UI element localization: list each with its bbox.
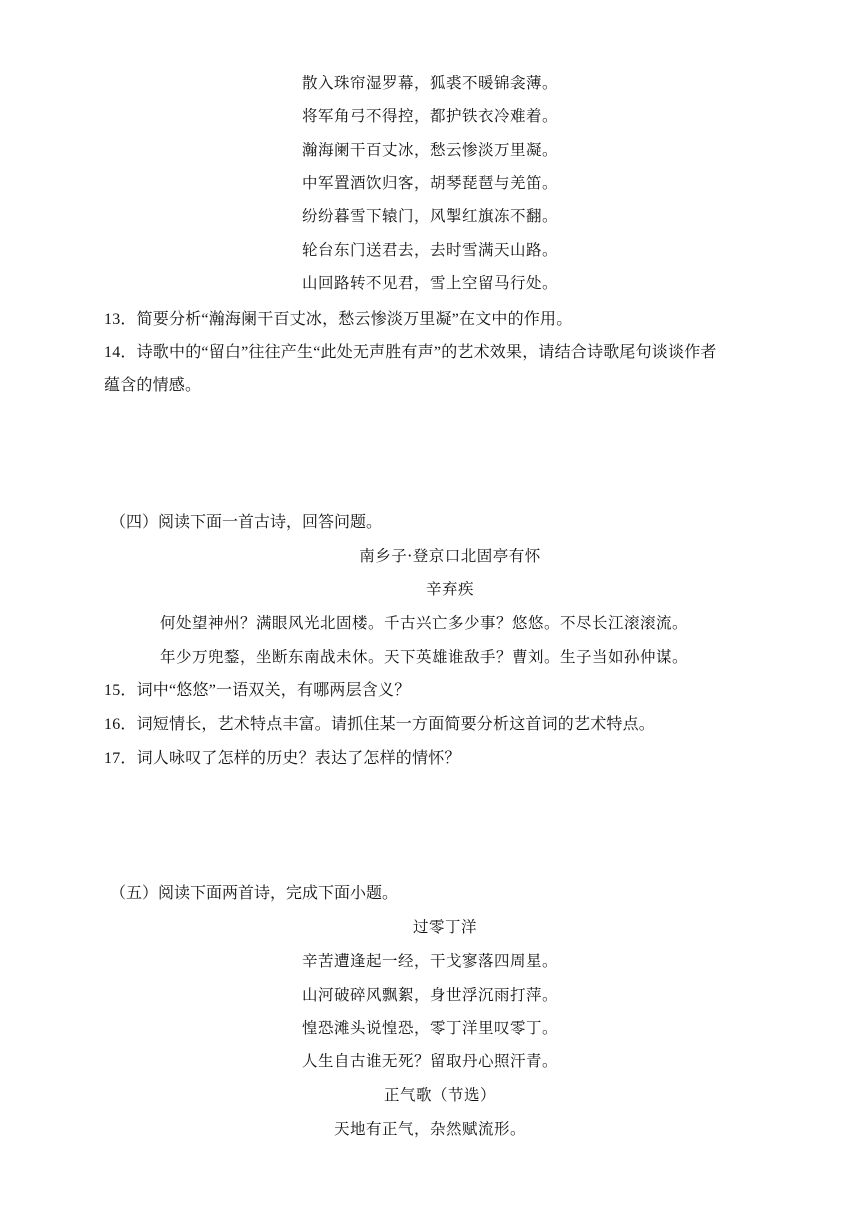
question-16: 16．词短情长，艺术特点丰富。请抓住某一方面简要分析这首词的艺术特点。	[104, 716, 656, 733]
section-5-heading: （五）阅读下面两首诗，完成下面小题。	[110, 885, 399, 902]
poem-line: 轮台东门送君去，去时雪满天山路。	[301, 241, 558, 259]
section-4-heading: （四）阅读下面一首古诗，回答问题。	[110, 514, 383, 531]
poem-author: 辛弃疾	[425, 580, 474, 598]
question-17: 17．词人咏叹了怎样的历史？表达了怎样的情怀？	[104, 750, 461, 767]
question-14-continued: 蕴含的情感。	[104, 377, 202, 394]
poem-line: 山河破碎风飘絮，身世浮沉雨打萍。	[301, 986, 558, 1004]
poem-line: 散入珠帘湿罗幕，狐裘不暖锦衾薄。	[301, 74, 558, 92]
poem-line: 惶恐滩头说惶恐，零丁洋里叹零丁。	[301, 1019, 558, 1037]
poem-title: 南乡子·登京口北固亭有怀	[359, 547, 541, 565]
poem-line: 辛苦遭逢起一经，干戈寥落四周星。	[301, 952, 558, 970]
ci-line-1: 何处望神州？满眼风光北固楼。千古兴亡多少事？悠悠。不尽长江滚滚流。	[160, 614, 689, 632]
question-15: 15．词中“悠悠”一语双关，有哪两层含义？	[104, 682, 411, 699]
poem-line: 瀚海阑干百丈冰，愁云惨淡万里凝。	[301, 141, 558, 159]
ci-line-2: 年少万兜鍪，坐断东南战未休。天下英雄谁敌手？曹刘。生子当如孙仲谋。	[160, 648, 689, 666]
question-13: 13．简要分析“瀚海阑干百丈冰，愁云惨淡万里凝”在文中的作用。	[104, 311, 573, 328]
poem-line: 将军角弓不得控，都护铁衣冷难着。	[301, 107, 558, 125]
poem-line: 纷纷暮雪下辕门，风掣红旗冻不翻。	[301, 207, 558, 225]
poem-line: 人生自古谁无死？留取丹心照汗青。	[301, 1052, 558, 1070]
poem-line: 山回路转不见君，雪上空留马行处。	[301, 274, 558, 292]
poem-title: 过零丁洋	[412, 918, 477, 936]
question-14: 14．诗歌中的“留白”往往产生“此处无声胜有声”的艺术效果，请结合诗歌尾句谈谈作者	[104, 344, 717, 361]
poem-line: 中军置酒饮归客，胡琴琵琶与羌笛。	[301, 174, 558, 192]
poem-title: 正气歌（节选）	[383, 1086, 496, 1104]
poem-line: 天地有正气，杂然赋流形。	[333, 1120, 526, 1138]
